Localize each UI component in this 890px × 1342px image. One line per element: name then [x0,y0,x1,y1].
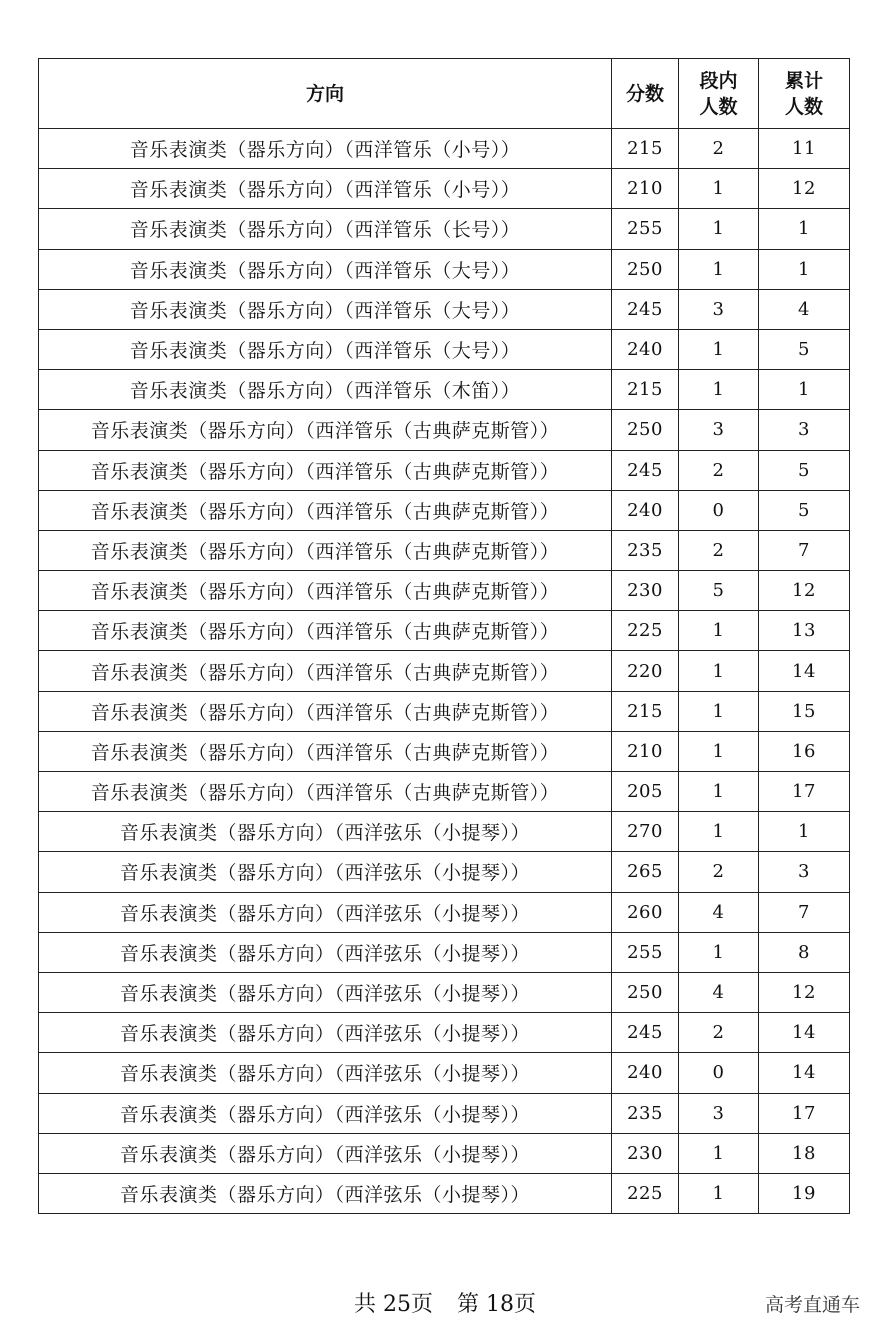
cell-direction: 音乐表演类（器乐方向）（西洋弦乐（小提琴）） [39,1133,612,1173]
header-segment-count-text: 段内人数 [699,69,738,118]
cell-segment-count: 0 [679,490,759,530]
cell-cumulative-count: 18 [759,1133,850,1173]
cell-cumulative-count: 12 [759,169,850,209]
table-row [39,611,850,651]
cell-cumulative-count: 8 [759,932,850,972]
header-cumulative-count-text: 累计人数 [784,69,823,118]
cell-score: 215 [612,129,679,169]
cell-direction: 音乐表演类（器乐方向）（西洋弦乐（小提琴）） [39,812,612,852]
score-distribution-table [38,58,850,1214]
current-page: 第 18页 [457,1292,536,1317]
table-row [39,972,850,1012]
cell-score: 245 [612,1013,679,1053]
cell-score: 250 [612,249,679,289]
cell-segment-count: 2 [679,129,759,169]
table-row [39,1053,850,1093]
cell-score: 250 [612,410,679,450]
table-row [39,571,850,611]
cell-segment-count: 3 [679,410,759,450]
page-footer [0,1287,890,1318]
cell-segment-count: 1 [679,329,759,369]
cell-direction: 音乐表演类（器乐方向）（西洋管乐（大号）） [39,289,612,329]
header-direction: 方向 [39,59,612,129]
cell-cumulative-count: 15 [759,691,850,731]
table-row [39,691,850,731]
cell-segment-count: 1 [679,731,759,771]
cell-score: 225 [612,1173,679,1213]
cell-score: 220 [612,651,679,691]
cell-score: 240 [612,329,679,369]
cell-direction: 音乐表演类（器乐方向）（西洋管乐（古典萨克斯管）） [39,691,612,731]
cell-score: 230 [612,1133,679,1173]
cell-score: 250 [612,972,679,1012]
cell-segment-count: 1 [679,932,759,972]
cell-direction: 音乐表演类（器乐方向）（西洋管乐（大号）） [39,249,612,289]
cell-score: 205 [612,772,679,812]
cell-cumulative-count: 17 [759,772,850,812]
cell-segment-count: 0 [679,1053,759,1093]
table-row [39,932,850,972]
table-row [39,370,850,410]
cell-direction: 音乐表演类（器乐方向）（西洋管乐（古典萨克斯管）） [39,651,612,691]
cell-segment-count: 1 [679,691,759,731]
cell-segment-count: 2 [679,530,759,570]
cell-segment-count: 1 [679,772,759,812]
cell-cumulative-count: 13 [759,611,850,651]
cell-direction: 音乐表演类（器乐方向）（西洋管乐（古典萨克斯管）） [39,571,612,611]
cell-segment-count: 2 [679,1013,759,1053]
cell-score: 265 [612,852,679,892]
cell-cumulative-count: 3 [759,410,850,450]
cell-direction: 音乐表演类（器乐方向）（西洋弦乐（小提琴）） [39,852,612,892]
cell-cumulative-count: 7 [759,892,850,932]
table-row [39,1133,850,1173]
cell-cumulative-count: 11 [759,129,850,169]
cell-segment-count: 1 [679,812,759,852]
cell-score: 210 [612,169,679,209]
table-row [39,410,850,450]
cell-score: 215 [612,691,679,731]
cell-cumulative-count: 17 [759,1093,850,1133]
cell-cumulative-count: 1 [759,370,850,410]
cell-direction: 音乐表演类（器乐方向）（西洋管乐（古典萨克斯管）） [39,611,612,651]
cell-direction: 音乐表演类（器乐方向）（西洋弦乐（小提琴）） [39,932,612,972]
cell-score: 235 [612,530,679,570]
cell-cumulative-count: 1 [759,812,850,852]
cell-cumulative-count: 14 [759,1013,850,1053]
cell-segment-count: 1 [679,611,759,651]
cell-cumulative-count: 7 [759,530,850,570]
cell-segment-count: 1 [679,249,759,289]
watermark-text: 高考直通车 [764,1294,860,1316]
table-row [39,1173,850,1213]
cell-direction: 音乐表演类（器乐方向）（西洋弦乐（小提琴）） [39,892,612,932]
cell-cumulative-count: 14 [759,1053,850,1093]
cell-score: 210 [612,731,679,771]
cell-cumulative-count: 19 [759,1173,850,1213]
table-row [39,812,850,852]
cell-segment-count: 2 [679,450,759,490]
table-row [39,852,850,892]
cell-score: 215 [612,370,679,410]
cell-cumulative-count: 5 [759,450,850,490]
table-row [39,209,850,249]
table-row [39,1013,850,1053]
header-cumulative-count [759,59,850,129]
cell-cumulative-count: 12 [759,571,850,611]
cell-direction: 音乐表演类（器乐方向）（西洋管乐（长号）） [39,209,612,249]
cell-score: 230 [612,571,679,611]
table-row [39,169,850,209]
cell-direction: 音乐表演类（器乐方向）（西洋弦乐（小提琴）） [39,1013,612,1053]
cell-segment-count: 1 [679,1133,759,1173]
cell-direction: 音乐表演类（器乐方向）（西洋管乐（古典萨克斯管）） [39,731,612,771]
cell-segment-count: 1 [679,169,759,209]
cell-score: 245 [612,450,679,490]
header-row [39,59,850,129]
cell-cumulative-count: 5 [759,490,850,530]
table-row [39,892,850,932]
cell-cumulative-count: 16 [759,731,850,771]
cell-direction: 音乐表演类（器乐方向）（西洋弦乐（小提琴）） [39,1093,612,1133]
cell-segment-count: 1 [679,370,759,410]
table-row [39,731,850,771]
table-row [39,289,850,329]
total-pages: 共 25页 [354,1292,433,1317]
cell-score: 235 [612,1093,679,1133]
table-row [39,530,850,570]
table-row [39,651,850,691]
cell-cumulative-count: 1 [759,249,850,289]
cell-segment-count: 4 [679,972,759,1012]
table-row [39,450,850,490]
cell-cumulative-count: 14 [759,651,850,691]
cell-direction: 音乐表演类（器乐方向）（西洋管乐（古典萨克斯管）） [39,530,612,570]
cell-cumulative-count: 12 [759,972,850,1012]
cell-cumulative-count: 5 [759,329,850,369]
table-header [39,59,850,129]
cell-score: 255 [612,932,679,972]
cell-cumulative-count: 1 [759,209,850,249]
table-row [39,249,850,289]
cell-direction: 音乐表演类（器乐方向）（西洋管乐（古典萨克斯管）） [39,410,612,450]
cell-segment-count: 1 [679,1173,759,1213]
cell-segment-count: 5 [679,571,759,611]
cell-score: 240 [612,1053,679,1093]
cell-direction: 音乐表演类（器乐方向）（西洋管乐（古典萨克斯管）） [39,772,612,812]
cell-segment-count: 3 [679,1093,759,1133]
cell-score: 245 [612,289,679,329]
cell-direction: 音乐表演类（器乐方向）（西洋管乐（木笛）） [39,370,612,410]
cell-segment-count: 1 [679,209,759,249]
cell-direction: 音乐表演类（器乐方向）（西洋管乐（小号）） [39,129,612,169]
cell-segment-count: 2 [679,852,759,892]
header-segment-count [679,59,759,129]
cell-direction: 音乐表演类（器乐方向）（西洋弦乐（小提琴）） [39,1173,612,1213]
cell-segment-count: 3 [679,289,759,329]
cell-score: 240 [612,490,679,530]
cell-direction: 音乐表演类（器乐方向）（西洋管乐（大号）） [39,329,612,369]
cell-direction: 音乐表演类（器乐方向）（西洋管乐（小号）） [39,169,612,209]
table-row [39,129,850,169]
cell-cumulative-count: 4 [759,289,850,329]
cell-direction: 音乐表演类（器乐方向）（西洋管乐（古典萨克斯管）） [39,490,612,530]
cell-direction: 音乐表演类（器乐方向）（西洋弦乐（小提琴）） [39,972,612,1012]
table-row [39,772,850,812]
cell-score: 255 [612,209,679,249]
header-score: 分数 [612,59,679,129]
cell-score: 270 [612,812,679,852]
table-body [39,129,850,1214]
cell-score: 260 [612,892,679,932]
table-row [39,1093,850,1133]
table-row [39,329,850,369]
cell-direction: 音乐表演类（器乐方向）（西洋弦乐（小提琴）） [39,1053,612,1093]
cell-cumulative-count: 3 [759,852,850,892]
table-row [39,490,850,530]
cell-segment-count: 4 [679,892,759,932]
cell-direction: 音乐表演类（器乐方向）（西洋管乐（古典萨克斯管）） [39,450,612,490]
cell-score: 225 [612,611,679,651]
cell-segment-count: 1 [679,651,759,691]
